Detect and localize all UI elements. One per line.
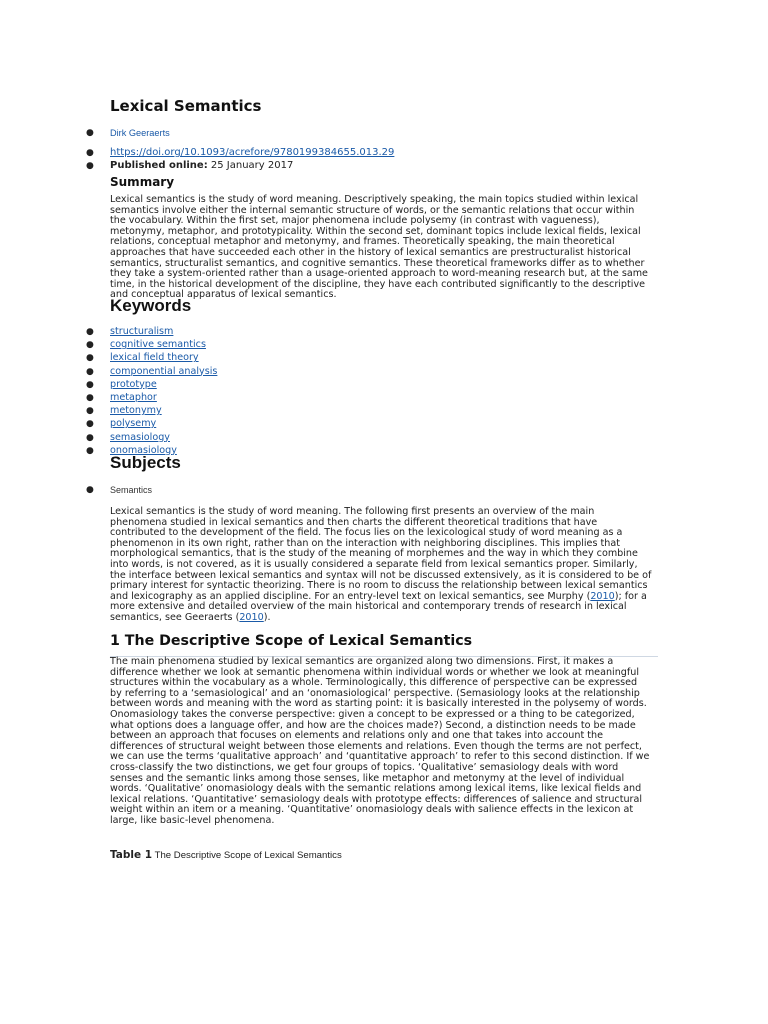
intro-line: into words, is not covered, as it is usually considered a separate field from lexical semantics proper. Similarly, [110, 558, 638, 570]
section-line: structures within the vocabulary as a whole. Terminologically, this difference of perspective can be expressed [110, 677, 638, 689]
keyword-item [86, 380, 386, 393]
intro-line: contributed to the development of the field. The focus lies on the lexicological study of word meaning as a [110, 527, 623, 539]
summary-heading: Summary [110, 175, 175, 189]
published-label: Published online: [110, 160, 208, 171]
summary-line: relations, conceptual metaphor and metonymy, and frames. Theoretically speaking, the main theoretical [110, 236, 615, 248]
section-line: The main phenomena studied by lexical semantics are organized along two dimensions. First, it makes a [110, 656, 614, 667]
subjects-heading: Subjects [110, 453, 181, 472]
intro-line: phenomenon in its own right, rather than on the interaction with neighboring disciplines. This implies that [110, 537, 620, 549]
intro-line: Lexical semantics is the study of word meaning. The following first presents an overview of the main [110, 506, 595, 517]
intro-line-text: and lexicography as an applied discipline. For an entry-level text on lexical semantics, see Murphy ( [110, 590, 591, 602]
intro-line-text: semantics, see Geeraerts ( [110, 611, 240, 623]
doi-link[interactable]: https://doi.org/10.1093/acrefore/9780199384655.013.29 [110, 147, 395, 158]
intro-line: phenomena studied in lexical semantics and then charts the different theoretical traditions that have [110, 516, 598, 528]
subject-label: Semantics [110, 485, 153, 495]
table-title: The Descriptive Scope of Lexical Semantics [152, 850, 342, 861]
bullet-icon: ● [86, 379, 94, 390]
keyword-link[interactable]: prototype [110, 378, 157, 390]
bullet-icon: ● [86, 392, 94, 403]
bullet-icon: ● [86, 148, 94, 158]
published-info [110, 161, 293, 172]
summary-line: they take a system-oriented rather than a usage-oriented approach to word-meaning research but, at the same [110, 268, 648, 280]
article-title: Lexical Semantics [110, 97, 262, 115]
bullet-icon: ● [86, 327, 94, 337]
intro-line: the interface between lexical semantics and syntax will not be discussed extensively, as it is considered to be of [110, 569, 652, 581]
table-label: Table 1 [110, 849, 153, 861]
section-line: lexical relations. ‘Quantitative’ semasiology deals with prototype effects: differences of salience and structural [110, 793, 643, 805]
summary-line: metonymy, metaphor, and prototypicality. Within the second set, dominant topics include lexical fields, lexical [110, 225, 641, 237]
section-line: between words and meaning with the word as starting point: it is basically interested in the polysemy of words. [110, 698, 647, 710]
bullet-icon: ● [86, 432, 94, 443]
keyword-link[interactable]: cognitive semantics [110, 339, 206, 351]
intro-text [110, 507, 658, 624]
section-line: by referring to a ‘semasiological’ and an ‘onomasiological’ perspective. (Semasiology looks at the relationship [110, 687, 640, 699]
intro-line [110, 613, 658, 624]
summary-line: and conceptual apparatus of lexical semantics. [110, 289, 337, 301]
table-caption [110, 850, 658, 862]
section-line: words. ‘Qualitative’ onomasiology deals with the semantic relations among lexical items, like lexical fields and [110, 783, 642, 795]
summary-line: approaches that have succeeded each other in the history of lexical semantics are prestructuralist historical [110, 246, 631, 258]
keyword-link[interactable]: componential analysis [110, 365, 218, 377]
section1-text [110, 657, 658, 827]
intro-line-text: ); for a [614, 590, 647, 602]
bullet-icon: ● [86, 485, 94, 495]
keyword-link[interactable]: semasiology [110, 431, 170, 443]
section-heading: 1 The Descriptive Scope of Lexical Semantics [110, 633, 473, 649]
summary-text [110, 195, 658, 301]
keyword-item [86, 419, 386, 432]
bullet-icon: ● [86, 161, 94, 171]
section-line: between an approach that focuses on elements and relations only and one that takes into account the [110, 730, 604, 742]
author-link[interactable]: Dirk Geeraerts [110, 128, 170, 138]
keyword-link[interactable]: metonymy [110, 405, 162, 417]
keyword-link[interactable]: structuralism [110, 326, 174, 337]
keyword-link[interactable]: metaphor [110, 391, 157, 403]
intro-line: more extensive and detailed overview of the main historical and contemporary trends of research in lexical [110, 601, 627, 613]
summary-line: semantics, structuralist semantics, and cognitive semantics. These theoretical frameworks differ as to whether [110, 257, 645, 269]
keyword-item [86, 353, 386, 366]
section-line: differences of structural weight between those elements and relations. Even though the terms are not perfect, [110, 740, 642, 752]
bullet-icon: ● [86, 445, 94, 456]
intro-line: morphological semantics, that is the study of the meaning of morphemes and the way in which they combine [110, 548, 638, 560]
bullet-icon: ● [86, 366, 94, 377]
summary-line: Lexical semantics is the study of word meaning. Descriptively speaking, the main topics studied within lexical [110, 194, 639, 205]
section-line: senses and the semantic links among those senses, like metaphor and metonymy at the level of individual [110, 772, 625, 784]
bullet-icon: ● [86, 353, 94, 364]
keyword-item [86, 367, 386, 380]
bullet-icon: ● [86, 406, 94, 417]
section-line: weight within an item or a meaning. ‘Quantitative’ onomasiology deals with salience effects in the lexicon at [110, 804, 634, 816]
keywords-heading: Keywords [110, 296, 192, 315]
intro-line-text: ). [263, 611, 271, 623]
section-line: cross-classify the two distinctions, we get four groups of topics. ‘Qualitative’ semasiology deals with word [110, 761, 619, 773]
section-line: large, like basic-level phenomena. [110, 814, 275, 826]
section-line: difference whether we look at semantic phenomena within individual words or whether we look at meaningful [110, 666, 639, 678]
citation-link-geeraerts[interactable]: 2010 [239, 611, 264, 623]
section-line: what options does a language offer, and how are the choices made?) Second, a distinction needs to be made [110, 719, 636, 731]
summary-line: the vocabulary. Within the first set, major phenomena include polysemy (in contrast with vagueness), [110, 215, 600, 227]
bullet-icon: ● [86, 128, 94, 138]
bullet-icon: ● [86, 340, 94, 351]
keyword-link[interactable]: onomasiology [110, 444, 177, 456]
section-line: Onomasiology takes the converse perspective: given a concept to be expressed or a thing to be categorized, [110, 708, 635, 720]
summary-line: time, in the historical development of the discipline, they have each contributed significantly to the descriptive [110, 278, 646, 290]
keyword-link[interactable]: lexical field theory [110, 352, 199, 364]
summary-line: semantics involve either the internal semantic structure of words, or the semantic relations that occur within [110, 204, 635, 216]
intro-line: primary interest for syntactic theorizing. There is no room to discuss the relationship between lexical semantics [110, 580, 648, 592]
bullet-icon: ● [86, 419, 94, 430]
published-date: 25 January 2017 [207, 160, 294, 171]
keyword-item [86, 433, 386, 446]
citation-link-murphy[interactable]: 2010 [590, 590, 615, 602]
keyword-link[interactable]: polysemy [110, 418, 157, 430]
keywords-list [86, 327, 386, 459]
section-line: we can use the terms ‘qualitative approach’ and ‘quantitative approach’ to refer to this second distinction. If we [110, 751, 650, 763]
